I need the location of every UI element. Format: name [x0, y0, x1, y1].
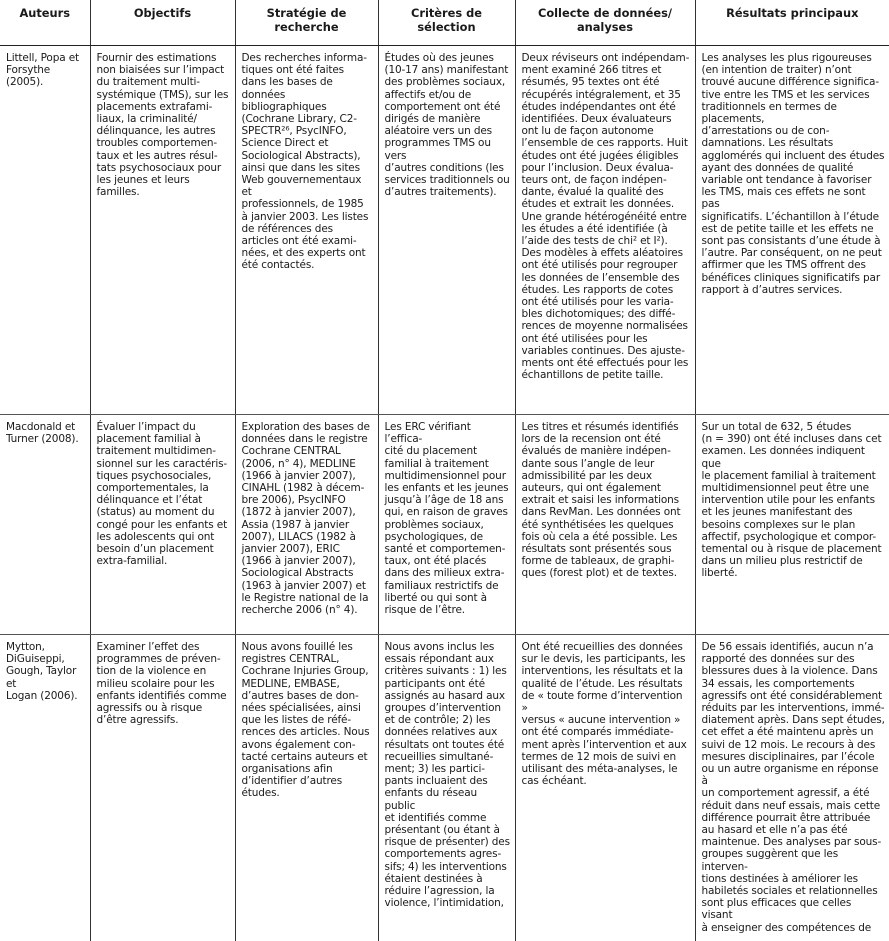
cell-text: De 56 essais identifiés, aucun n’a rapporté des données sur des blessures dues à la violence. Dans 34 essais, les comportements agressifs ont été considérablement réduits par les interventions, immé- diatement après. Dans sept études, cet effet a été maintenu après un suivi de 12 mois. Le recours à des mesures disciplinaires, par l’école ou un autre organisme en réponse à un comportement agressif, a été réduit dans neuf essais, mais cette différence pourrait être attribuée au hasard et elle n’a pas été maintenue. Des analyses par sous- groupes suggèrent que les interven- tions destinées à améliorer les habiletés sociales et relationnelles sont plus efficaces que celles visant à enseigner des compétences de: [702, 641, 886, 934]
cell-resultats: [695, 635, 889, 941]
header-row: [0, 0, 889, 46]
cell-text: Mytton, DiGuiseppi, Gough, Taylor et Logan (2006).: [6, 641, 86, 702]
cell-text: Exploration des bases de données dans le registre Cochrane CENTRAL (2006, n° 4), MEDLINE (1966 à janvier 2007), CINAHL (1982 à décem- bre 2006), PsycINFO (1872 à janvier 2007), Assia (1987 à janvier 2007), LILACS (1982 à janvier 2007), ERIC (1966 à janvier 2007), Sociological Abstracts (1963 à janvier 2007) et le Registre national de la recherche 2006 (n° 4).: [242, 421, 374, 616]
cell-text: Sur un total de 632, 5 études (n = 390) ont été incluses dans cet examen. Les données indiquent que le placement familial à traitement multidimensionnel peut être une intervention utile pour les enfants et les jeunes manifestant des besoins complexes sur le plan affectif, psychologique et compor- temental ou à risque de placement dans un milieu plus restrictif de liberté.: [702, 421, 886, 580]
cell-resultats: [695, 415, 889, 635]
cell-auteurs: [0, 46, 90, 415]
cell-collecte: [515, 46, 695, 415]
cell-text: Les titres et résumés identifiés lors de la recension ont été évalués de manière indépen- dante sous l’angle de leur admissibilité par les deux auteurs, qui ont également extrait et saisi les informations dans RevMan. Les données ont été synthétisées les quelques fois où cela a été possible. Les résultats sont présentés sous forme de tableaux, de graphi- ques (forest plot) et de textes.: [522, 421, 691, 580]
header-collecte: Collecte de données/ analyses: [515, 0, 695, 46]
cell-text: Études où des jeunes (10-17 ans) manifestant des problèmes sociaux, affectifs et/ou de comportement ont été dirigés de manière aléatoire vers un des programmes TMS ou vers d’autres conditions (les services traditionnels ou d’autres traitements).: [385, 52, 511, 198]
cell-text: Fournir des estimations non biaisées sur l’impact du traitement multi- systémique (TMS), sur les placements extrafami- liaux, la criminalité/ délinquance, les autres troubles comportemen- taux et les autres résul- tats psychosociaux pour les jeunes et leurs familles.: [97, 52, 231, 198]
header-resultats: Résultats principaux: [695, 0, 889, 46]
cell-auteurs: [0, 635, 90, 941]
table-row: [0, 46, 889, 415]
header-criteres: Critères de sélection: [378, 0, 515, 46]
cell-text: Ont été recueillies des données sur le devis, les participants, les interventions, les résultats et la qualité de l’étude. Les résultats de « toute forme d’intervention » versus « aucune intervention » ont été comparés immédiate- ment après l’intervention et aux termes de 12 mois de suivi en utilisant des méta-analyses, le cas échéant.: [522, 641, 691, 787]
header-strategie: Stratégie de recherche: [235, 0, 378, 46]
table-row: [0, 635, 889, 941]
header-auteurs: Auteurs: [0, 0, 90, 46]
cell-objectifs: [90, 46, 235, 415]
cell-criteres: [378, 635, 515, 941]
cell-strategie: [235, 46, 378, 415]
cell-text: Nous avons fouillé les registres CENTRAL, Cochrane Injuries Group, MEDLINE, EMBASE, d’autres bases de don- nées spécialisées, ainsi que les listes de réfé- rences des articles. Nous avons également con- tacté certains auteurs et organisations afin d’identifier d’autres études.: [242, 641, 374, 800]
cell-text: Macdonald et Turner (2008).: [6, 421, 86, 445]
cell-objectifs: [90, 635, 235, 941]
cell-collecte: [515, 415, 695, 635]
cell-text: Les ERC vérifiant l’effica- cité du placement familial à traitement multidimensionnel pour les enfants et les jeunes jusqu’à l’âge de 18 ans qui, en raison de graves problèmes sociaux, psychologiques, de santé et comportemen- taux, ont été placés dans des milieux extra- familiaux restrictifs de liberté ou qui sont à risque de l’être.: [385, 421, 511, 616]
cell-strategie: [235, 635, 378, 941]
cell-text: Deux réviseurs ont indépendam- ment examiné 266 titres et résumés, 95 textes ont été récupérés intégralement, et 35 études indépendantes ont été identifiées. Deux évaluateurs ont lu de façon autonome l’ensemble de ces rapports. Huit études ont été jugées éligibles pour l’inclusion. Deux évalua- teurs ont, de façon indépen- dante, évalué la qualité des études et extrait les données. Une grande hétérogénéité entre les études a été identifiée (à l’aide des tests de chi² et I²). Des modèles à effets aléatoires ont été utilisés pour regrouper les données de l’ensemble des études. Les rapports de cotes ont été utilisés pour les varia- bles dichotomiques; des diffé- rences de moyenne normalisées ont été utilisées pour les variables continues. Des ajuste- ments ont été effectués pour les échantillons de petite taille.: [522, 52, 691, 381]
cell-auteurs: [0, 415, 90, 635]
cell-collecte: [515, 635, 695, 941]
cell-text: Les analyses les plus rigoureuses (en intention de traiter) n’ont trouvé aucune différence significa- tive entre les TMS et les services traditionnels en termes de placements, d’arrestations ou de con- damnations. Les résultats agglomérés qui incluent des études ayant des données de qualité variable ont tendance à favoriser les TMS, mais ces effets ne sont pas significatifs. L’échantillon à l’étude est de petite taille et les effets ne sont pas consistants d’une étude à l’autre. Par conséquent, on ne peut affirmer que les TMS offrent des bénéfices cliniques significatifs par rapport à d’autres services.: [702, 52, 886, 296]
cell-criteres: [378, 415, 515, 635]
cell-text: Évaluer l’impact du placement familial à traitement multidimen- sionnel sur les caractéris- tiques psychosociales, comportementales, la délinquance et l’état (status) au moment du congé pour les enfants et les adolescents qui ont besoin d’un placement extra-familial.: [97, 421, 231, 567]
cell-text: Des recherches informa- tiques ont été faites dans les bases de données bibliographiques (Cochrane Library, C2- SPECTR²⁶, PsycINFO, Science Direct et Sociological Abstracts), ainsi que dans les sites Web gouvernementaux et professionnels, de 1985 à janvier 2003. Les listes de références des articles ont été exami- nées, et des experts ont été contactés.: [242, 52, 374, 272]
cell-criteres: [378, 46, 515, 415]
cell-resultats: [695, 46, 889, 415]
cell-text: Examiner l’effet des programmes de préven- tion de la violence en milieu scolaire pour les enfants identifiés comme agressifs ou à risque d’être agressifs.: [97, 641, 231, 726]
header-objectifs: Objectifs: [90, 0, 235, 46]
cell-objectifs: [90, 415, 235, 635]
cell-strategie: [235, 415, 378, 635]
cell-text: Littell, Popa et Forsythe (2005).: [6, 52, 86, 89]
cell-text: Nous avons inclus les essais répondant aux critères suivants : 1) les participants ont été assignés au hasard aux groupes d’intervention et de contrôle; 2) les données relatives aux résultats ont toutes été recueillies simultané- ment; 3) les partici- pants incluaient des enfants du réseau public et identifiés comme présentant (ou étant à risque de présenter) des comportements agres- sifs; 4) les interventions étaient destinées à réduire l’agression, la violence, l’intimidation,: [385, 641, 511, 909]
table-row: [0, 415, 889, 635]
